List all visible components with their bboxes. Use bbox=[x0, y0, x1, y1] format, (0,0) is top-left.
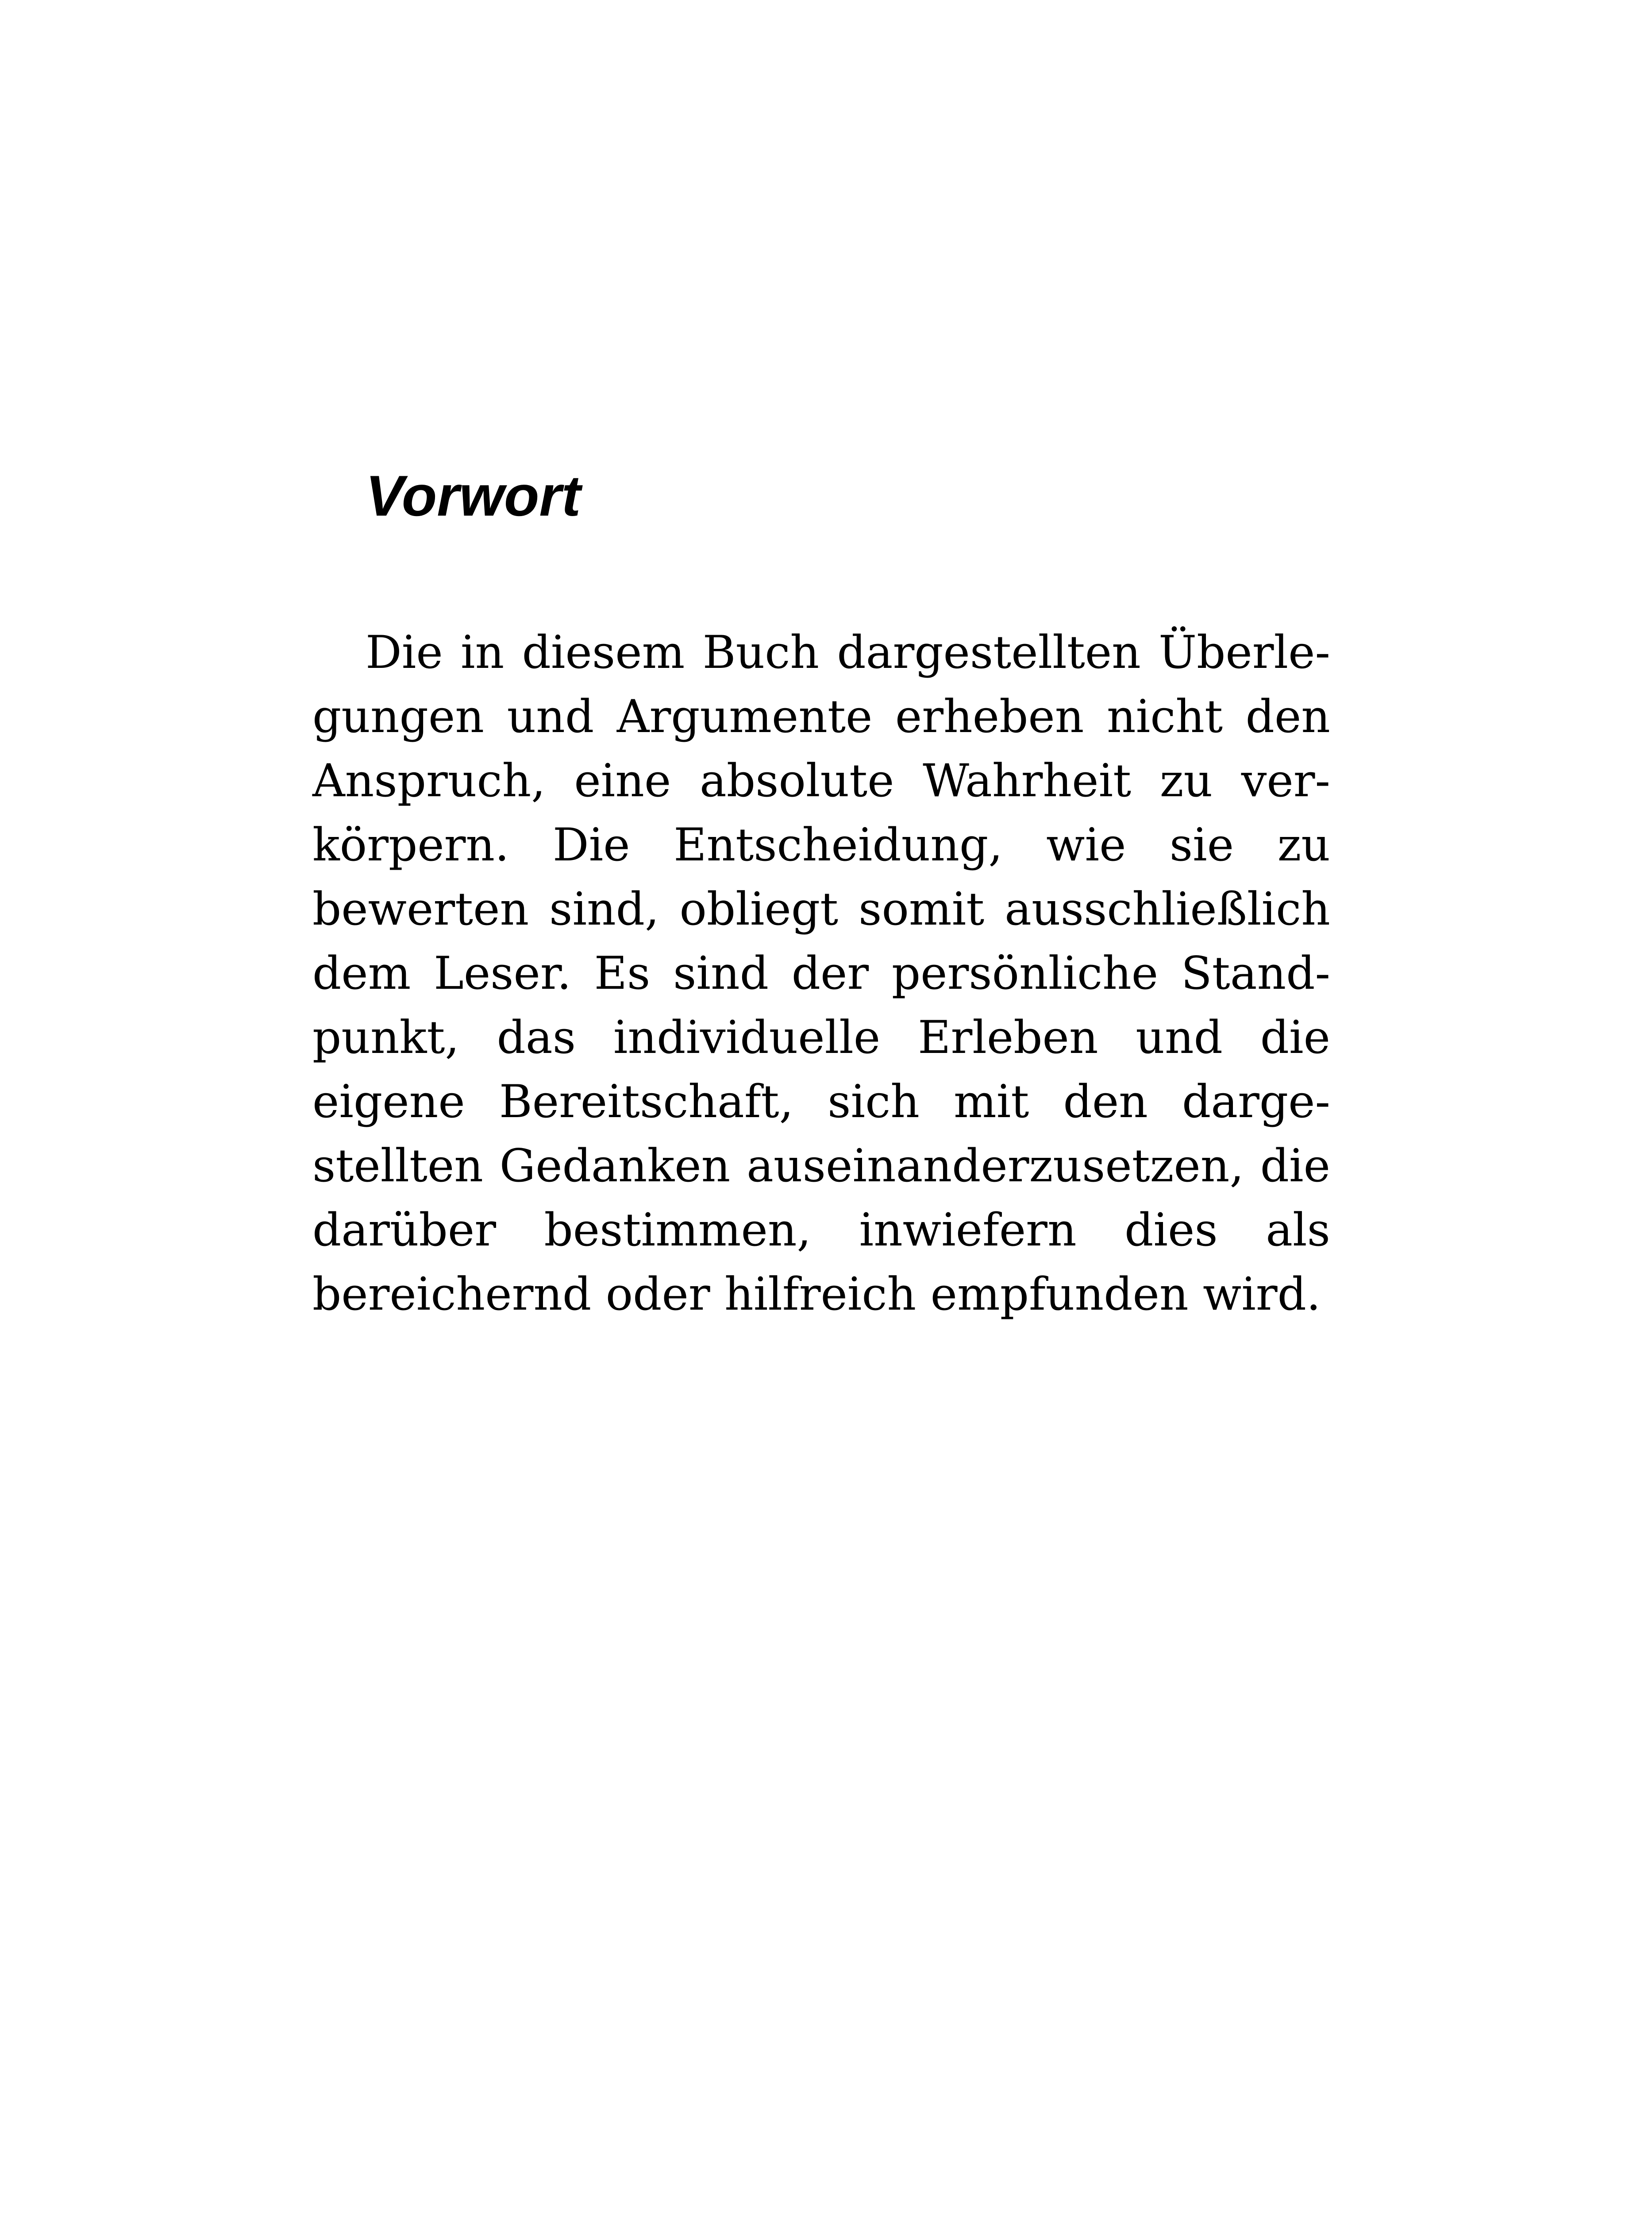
paragraph-line: eigene Bereitschaft, sich mit den darge- bbox=[312, 1076, 1330, 1128]
paragraph-line: darüber bestimmen, inwiefern dies als bbox=[312, 1204, 1330, 1257]
paragraph-line: bewerten sind, obliegt somit ausschließlich bbox=[312, 883, 1330, 936]
paragraph-line: dem Leser. Es sind der persönliche Stand- bbox=[312, 947, 1330, 1000]
foreword-paragraph bbox=[312, 621, 1330, 1326]
paragraph-line: Anspruch, eine absolute Wahrheit zu ver- bbox=[312, 755, 1330, 807]
paragraph-line: gungen und Argumente erheben nicht den bbox=[312, 690, 1330, 743]
paragraph-line: punkt, das individuelle Erleben und die bbox=[312, 1011, 1330, 1064]
paragraph-line: körpern. Die Entscheidung, wie sie zu bbox=[312, 819, 1330, 871]
paragraph-line: Die in diesem Buch dargestellten Überle- bbox=[366, 626, 1330, 679]
page-title: Vorwort bbox=[366, 463, 581, 528]
paragraph-line: stellten Gedanken auseinanderzusetzen, die bbox=[312, 1140, 1330, 1192]
paragraph-line: bereichernd oder hilfreich empfunden wird. bbox=[312, 1268, 1321, 1321]
